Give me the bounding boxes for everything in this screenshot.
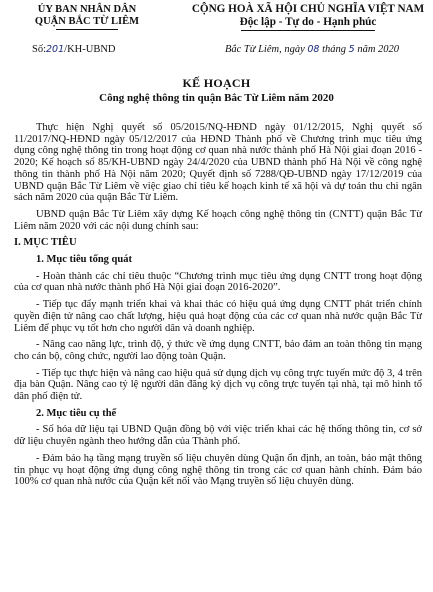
purpose-paragraph: UBND quận Bắc Từ Liêm xây dựng Kế hoạch công nghệ thông tin (CNTT) quận Bắc Từ Liêm năm 2020 với các nội dung chính sau: xyxy=(14,208,422,232)
date-month: 5 xyxy=(348,44,355,55)
number-suffix: /KH-UBND xyxy=(64,44,116,55)
date-suffix: năm 2020 xyxy=(354,44,400,55)
motto-underline xyxy=(241,30,375,31)
intro-paragraph: Thực hiện Nghị quyết số 05/2015/NQ-HĐND ngày 01/12/2015, Nghị quyết số 11/2017/NQ-HĐND ngày 05/12/2017 của HĐND Thành phố về Chương trình mục tiêu ứng dụng công nghệ thông tin trong hoạt động cơ quan nhà nước thành phố Hà Nội giai đoạn 2016 - 2020; Kế hoạch số 85/KH-UBND ngày 24/4/2020 của UBND thành phố Hà Nội về công nghệ thông tin thành phố Hà Nội năm 2020; Quyết định số 7288/QĐ-UBND ngày 17/12/2019 của UBND quận Bắc Từ Liêm về việc giao chỉ tiêu kế hoạch kinh tế xã hội và dự toán thu chi ngân sách năm 2020 của quận Bắc Từ Liêm. xyxy=(14,122,422,204)
subsection-heading-specific: 2. Mục tiêu cụ thể xyxy=(36,407,117,419)
general-objective-item: - Hoàn thành các chỉ tiêu thuộc “Chương trình mục tiêu ứng dụng CNTT trong hoạt động của cơ quan nhà nước thành phố Hà Nội giai đoạn 2016-2020”. xyxy=(14,270,422,294)
org-underline xyxy=(56,29,118,30)
document-subtitle: Công nghệ thông tin quận Bắc Từ Liêm năm 2020 xyxy=(99,92,334,104)
org-line-1: ỦY BAN NHÂN DÂN xyxy=(37,4,137,15)
subsection-heading-general: 1. Mục tiêu tổng quát xyxy=(36,254,132,266)
document-title: KẾ HOẠCH xyxy=(182,76,251,90)
number-prefix: Số: xyxy=(32,44,47,55)
general-objective-item: - Nâng cao năng lực, trình độ, ý thức về ứng dụng CNTT, bảo đảm an toàn thông tin mạng cho cán bộ, công chức, người lao động toàn Quận. xyxy=(14,339,422,362)
date-prefix: Bắc Từ Liêm, ngày xyxy=(224,44,308,55)
date-day: 08 xyxy=(307,44,320,55)
specific-objective-item: - Số hóa dữ liệu tại UBND Quận đồng bộ với việc triển khai các hệ thống thông tin, cơ sở dữ liệu chuyên ngành theo hướng dẫn của Thành phố. xyxy=(14,424,422,448)
number-handwritten: 201 xyxy=(46,44,65,55)
general-objective-item: - Tiếp tục thực hiện và nâng cao hiệu quả sử dụng dịch vụ công trực tuyến mức độ 3, 4 trên địa bàn Quận. Nâng cao tỷ lệ người dân đăng ký dịch vụ công trực tuyến tại nhà, tại mô hình tổ dân phố điện tử. xyxy=(14,367,422,403)
org-line-2: QUẬN BẮC TỪ LIÊM xyxy=(34,16,140,27)
national-header xyxy=(188,3,428,31)
general-objective-item: - Tiếp tục đẩy mạnh triển khai và khai thác có hiệu quả ứng dụng CNTT phát triển chính quyền điện tử nâng cao chất lượng, hiệu quả hoạt động của các cơ quan nhà nước quận Bắc Từ Liêm để phục vụ tốt hơn cho người dân và doanh nghiệp. xyxy=(14,299,422,334)
specific-objective-item: - Đảm bảo hạ tầng mạng truyền số liệu chuyên dùng Quận ổn định, an toàn, bảo mật thông tin phục vụ hoạt động ứng dụng công nghệ thông tin trong các cơ quan hành chính. Đảm bảo 100% cơ quan nhà nước của Quận kết nối vào Mạng truyền số liệu chuyên dùng. xyxy=(14,452,422,488)
document-body xyxy=(14,122,422,493)
issuing-organization xyxy=(22,4,152,30)
issue-date xyxy=(196,44,428,55)
date-mid: tháng xyxy=(319,44,349,55)
section-heading-objectives: I. MỤC TIÊU xyxy=(14,237,77,249)
national-motto: Độc lập - Tự do - Hạnh phúc xyxy=(239,16,377,28)
document-number xyxy=(32,44,116,55)
country-name: CỘNG HOÀ XÃ HỘI CHỦ NGHĨA VIỆT NAM xyxy=(191,3,425,15)
